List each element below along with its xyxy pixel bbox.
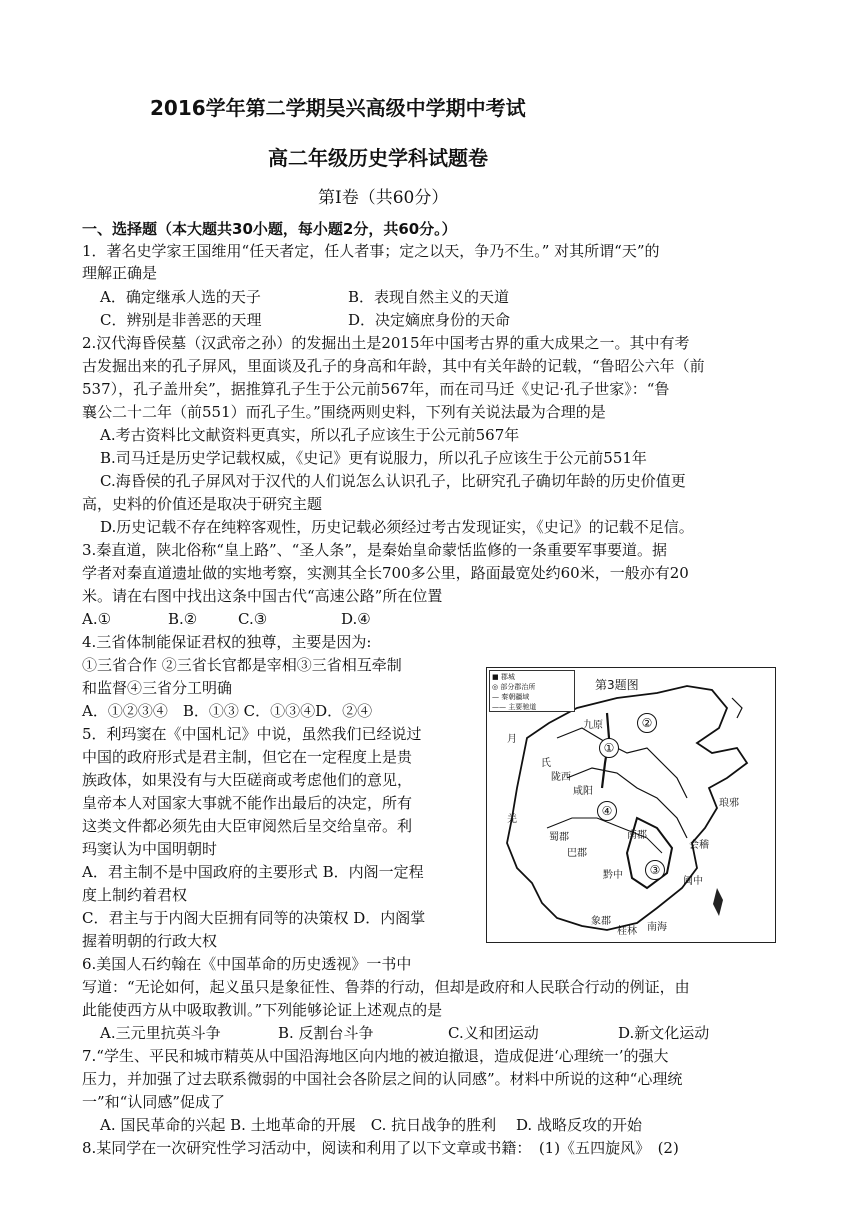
- legend-item: ■ 郡城: [492, 673, 515, 681]
- map-label: 陇西: [551, 772, 571, 783]
- question-1-line: 1．著名史学家王国维用“任天者定，任人者事；定之以天，争乃不生。” 对其所谓“天”的: [82, 242, 660, 260]
- map-title: 第3题图: [595, 678, 639, 692]
- question-7-line: 一”和“认同感”促成了: [82, 1093, 226, 1111]
- map-marker-4: ④: [597, 801, 617, 821]
- question-3-line: 3.秦直道，陕北俗称“皇上路”、“圣人条”，是秦始皇命蒙恬监修的一条重要军事要道。据: [82, 541, 667, 559]
- section-heading: 第Ⅰ卷（共60分）: [318, 188, 449, 208]
- question-5-option: A．君主制不是中国政府的主要形式 B．内阁一定程: [82, 863, 424, 881]
- question-6-line: 6.美国人石约翰在《中国革命的历史透视》一书中: [82, 955, 412, 973]
- question-5-line: 皇帝本人对国家大事就不能作出最后的决定，所有: [82, 794, 413, 812]
- option-b: B.②: [168, 610, 198, 628]
- question-5-option: 握着明朝的行政大权: [82, 932, 218, 950]
- map-label: 九原: [583, 720, 603, 731]
- question-8-line: 8.某同学在一次研究性学习活动中，阅读和利用了以下文章或书籍： (1)《五四旋风》 (2): [82, 1139, 679, 1157]
- question-5-line: 玛窦认为中国明朝时: [82, 840, 218, 858]
- option-c-cont: 高，史料的价值还是取决于研究主题: [82, 495, 323, 513]
- map-label: 闽中: [683, 876, 703, 887]
- qin-road-map: [486, 667, 776, 943]
- question-4-line: 4.三省体制能保证君权的独尊，主要是因为:: [82, 633, 372, 651]
- map-label: 月: [507, 734, 517, 745]
- option-c: C.海昏侯的孔子屏风对于汉代的人们说怎么认识孔子，比研究孔子确切年龄的历史价值更: [100, 472, 686, 490]
- question-3-line: 米。请在右图中找出这条中国古代“高速公路”所在位置: [82, 587, 443, 605]
- question-4-line: ①三省合作 ②三省长官都是宰相③三省相互牵制: [82, 656, 402, 674]
- question-5-option: 度上制约着君权: [82, 886, 188, 904]
- question-5-line: 5．利玛窦在《中国札记》中说，虽然我们已经说过: [82, 725, 422, 743]
- map-label: 羌: [507, 814, 517, 825]
- exam-title: 2016学年第二学期吴兴高级中学期中考试: [150, 96, 526, 120]
- option-a: A．确定继承人选的天子: [100, 288, 261, 306]
- question-3-line: 学者对秦直道遗址做的实地考察，实测其全长700多公里，路面最宽处约60米，一般亦有20: [82, 564, 689, 582]
- map-label: 象郡: [591, 916, 611, 927]
- map-label: 咸阳: [573, 786, 593, 797]
- option-c: C．辨别是非善恶的天理: [100, 311, 262, 329]
- option-c: C.③: [238, 610, 268, 628]
- question-2-line: 古发掘出来的孔子屏风，里面谈及孔子的身高和年龄，其中有关年龄的记载，“鲁昭公六年（前: [82, 357, 705, 375]
- question-7-line: 7.“学生、平民和城市精英从中国沿海地区向内地的被迫撤退，造成促进‘心理统一’的强大: [82, 1047, 669, 1065]
- option-d: D．决定嫡庶身份的天命: [348, 311, 511, 329]
- map-marker-1: ①: [599, 738, 619, 758]
- question-4-options: A．①②③④ B．①③ C．①③④D．②④: [82, 702, 373, 720]
- option-b: B. 反割台斗争: [278, 1024, 374, 1042]
- map-legend: [489, 670, 575, 712]
- option-a: A.三元里抗英斗争: [100, 1024, 221, 1042]
- question-2-line: 2.汉代海昏侯墓（汉武帝之孙）的发掘出土是2015年中国考古界的重大成果之一。其中有考: [82, 334, 690, 352]
- question-7-options: A. 国民革命的兴起 B. 土地革命的开展 C. 抗日战争的胜利 D. 战略反攻的开始: [100, 1116, 642, 1134]
- question-7-line: 压力，并加强了过去联系微弱的中国社会各阶层之间的认同感”。材料中所说的这种“心理统: [82, 1070, 683, 1088]
- question-5-line: 中国的政府形式是君主制，但它在一定程度上是贵: [82, 748, 413, 766]
- map-label: 蜀郡: [549, 832, 569, 843]
- question-5-line: 这类文件都必须先由大臣审阅然后呈交给皇帝。利: [82, 817, 413, 835]
- map-label: 巴郡: [567, 848, 587, 859]
- question-2-line: 537），孔子盖卅矣”，据推算孔子生于公元前567年，而在司马迁《史记·孔子世家》：“鲁: [82, 380, 670, 398]
- option-b: B.司马迁是历史学记载权威，《史记》更有说服力，所以孔子应该生于公元前551年: [100, 449, 647, 467]
- option-d: D.历史记载不存在纯粹客观性，历史记载必须经过考古发现证实，《史记》的记载不足信。: [100, 518, 694, 536]
- question-5-line: 族政体，如果没有与大臣磋商或考虑他们的意见，: [82, 771, 413, 789]
- question-6-line: 写道：“无论如何，起义虽只是象征性、鲁莽的行动，但却是政府和人民联合行动的例证，由: [82, 978, 690, 996]
- part-heading: 一、选择题（本大题共30小题，每小题2分，共60分。）: [82, 220, 457, 238]
- map-label: 琅邪: [719, 798, 739, 809]
- exam-subtitle: 高二年级历史学科试题卷: [268, 146, 488, 170]
- map-label: 南海: [647, 922, 667, 933]
- map-label: 南郡: [627, 830, 647, 841]
- map-label: 黔中: [603, 870, 623, 881]
- legend-item: —— 主要驰道: [492, 703, 537, 711]
- option-a: A.①: [82, 610, 112, 628]
- question-6-line: 此能使西方从中吸取教训。”下列能够论证上述观点的是: [82, 1001, 443, 1019]
- option-b: B．表现自然主义的天道: [348, 288, 510, 306]
- question-1-line: 理解正确是: [82, 264, 158, 282]
- map-marker-2: ②: [637, 713, 657, 733]
- question-2-line: 襄公二十二年（前551）而孔子生。”围绕两则史料，下列有关说法最为合理的是: [82, 403, 606, 421]
- map-label: 会稽: [689, 840, 709, 851]
- option-d: D.新文化运动: [618, 1024, 710, 1042]
- legend-item: — 秦朝疆域: [492, 693, 530, 701]
- legend-item: ◎ 部分郡治所: [492, 683, 536, 691]
- option-a: A.考古资料比文献资料更真实，所以孔子应该生于公元前567年: [100, 426, 520, 444]
- map-marker-3: ③: [645, 860, 665, 880]
- map-label: 桂林: [617, 926, 637, 937]
- option-d: D.④: [341, 610, 371, 628]
- question-5-option: C．君主与于内阁大臣拥有同等的决策权 D．内阁掌: [82, 909, 426, 927]
- question-4-line: 和监督④三省分工明确: [82, 679, 233, 697]
- option-c: C.义和团运动: [448, 1024, 539, 1042]
- map-label: 氏: [541, 758, 551, 769]
